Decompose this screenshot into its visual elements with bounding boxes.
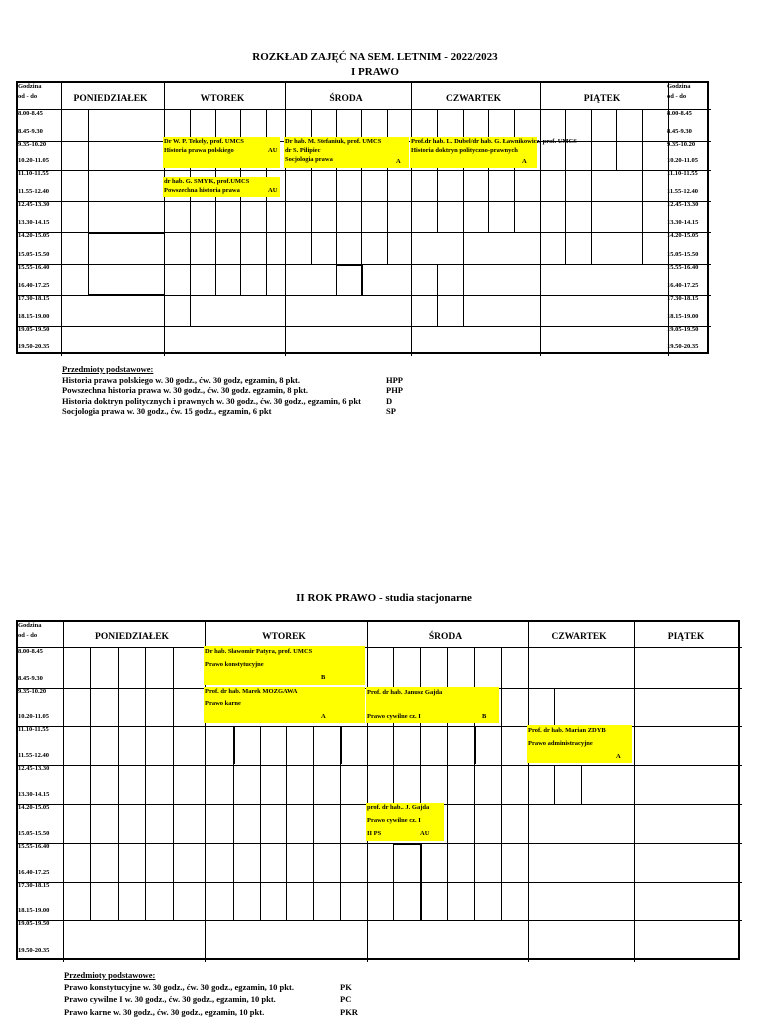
grid-line [18,920,742,921]
day-header-5: PIĄTEK [583,94,621,104]
grid-line [336,264,362,266]
event-subject: Prawo konstytucyjne [205,661,264,668]
s2-schedule-grid [16,620,740,960]
grid-line [642,109,643,264]
grid-line [18,326,711,327]
grid-line [581,765,582,804]
time-slot-end: 10.20-11.05 [18,157,50,164]
time-slot-end: 16.40-17.25 [18,869,50,876]
grid-line [18,843,742,844]
grid-line [164,83,165,356]
time-slot-end: 11.55-12.40 [18,188,50,195]
grid-line [90,647,91,920]
grid-line [591,109,592,264]
grid-line [528,622,529,962]
event-subject: Socjologia prawa [285,156,333,163]
day-header-5: PIĄTEK [667,632,705,642]
time-slot-start: 11.10-11.55 [18,170,49,177]
grid-line [286,726,287,920]
grid-line [387,109,388,264]
event-lecturer: Prof.dr hab. L. Dubel/dr hab. G. Ławnikowicz, prof. UMCS [411,138,577,145]
time-slot-start: 8.00-8.45 [18,648,43,655]
event-room: A [616,753,621,760]
event-lecturer: Dr W. P. Tekely, prof. UMCS [164,138,244,145]
grid-line [411,83,412,356]
grid-line [501,647,502,920]
time-slot-start: 15.55-16.40 [18,264,50,271]
grid-line [540,83,541,356]
time-slot-end: 19.50-20.35 [18,947,50,954]
grid-line [361,264,363,295]
time-slot-start: 17.30-18.15 [18,882,50,889]
s2-legend [64,970,358,1018]
grid-line [554,688,555,726]
day-header-4: CZWARTEK [551,632,607,642]
event-subject: Prawo cywilne cz. I [367,713,421,720]
grid-line [173,647,174,920]
time-header: Godzina [18,83,42,90]
day-header-2: WTOREK [200,94,245,104]
s2-legend-code: PC [340,994,352,1004]
time-slot-end: 18.15-19.00 [18,313,50,320]
grid-line [18,726,742,727]
grid-line [393,647,394,804]
time-slot-end: 13.30-14.15 [18,219,50,226]
s1-legend-code: D [386,395,393,406]
s1-legend-code: HPP [386,374,403,385]
time-slot-start: 14.20-15.05 [667,232,699,239]
s2-legend-item: Prawo cywilne I w. 30 godz., ćw. 30 godz., egzamin, 10 pkt. [64,994,276,1004]
day-header-3: ŚRODA [329,94,363,104]
time-slot-start: 15.55-16.40 [18,843,50,850]
time-slot-end: 18.15-19.00 [667,313,699,320]
grid-line [63,622,64,962]
time-slot-end: 15.05-15.50 [18,251,50,258]
grid-line [88,294,164,296]
time-slot-start: 12.45-13.30 [667,201,699,208]
grid-line [420,843,422,920]
s1-title-line2: I PRAWO [351,66,399,78]
grid-line [260,726,261,920]
grid-line [514,109,515,232]
s1-title-line1: ROZKŁAD ZAJĘĆ NA SEM. LETNIM - 2022/2023 [252,51,498,63]
time-slot-start: 12.45-13.30 [18,765,50,772]
grid-line [313,726,314,920]
s1-legend-title: Przedmioty podstawowe: [62,364,154,374]
grid-line [437,109,438,232]
grid-line [488,109,489,232]
event-room: B [321,674,326,681]
event-subject: Historia prawa polskiego [164,147,234,154]
grid-line [420,647,421,804]
grid-line [88,232,164,234]
grid-line [233,726,235,764]
s1-legend-code: SP [386,406,396,416]
grid-line [61,83,62,356]
grid-line [474,726,476,764]
time-slot-end: 8.45-9.30 [18,675,43,682]
time-slot-start: 14.20-15.05 [18,804,50,811]
event-room: AU [268,187,278,194]
time-slot-end: 8.45-9.30 [18,128,43,135]
time-slot-start: 9.35-10.20 [18,141,47,148]
event-room: A [396,158,401,165]
event-room: AU [268,147,278,154]
event-subject: Prawo administracyjne [528,740,593,747]
grid-line [437,264,438,326]
time-slot-end: 13.30-14.15 [667,219,699,226]
time-slot-end: 11.55-12.40 [667,188,699,195]
grid-line [18,201,711,202]
time-slot-start: 17.30-18.15 [667,295,699,302]
grid-line [18,882,742,883]
event-lecturer: Dr hab. M. Stefaniuk, prof. UMCS [285,138,382,145]
time-slot-start: 15.55-16.40 [667,264,699,271]
s2-legend-code: PK [340,981,352,992]
event-lecturer: Prof. dr hab. Marian ZDYB [528,727,606,734]
grid-line [18,109,711,110]
event-lecturer: prof. dr hab.. J. Gajda [367,804,430,811]
grid-line [393,843,420,845]
event-room: AU [420,830,430,837]
time-slot-start: 12.45-13.30 [18,201,50,208]
s1-legend-code: PHP [386,385,403,395]
grid-line [18,765,742,766]
grid-line [554,765,555,804]
time-slot-end: 15.05-15.50 [667,251,699,258]
grid-line [88,109,89,295]
s1-legend-item: Powszechna historia prawa w. 30 godz., ćw. 30 godz. egzamin, 8 pkt. [62,385,309,395]
event-room: B [482,713,487,720]
time-header: Godzina [667,83,691,90]
grid-line [18,170,711,171]
time-slot-start: 19.05-19.50 [667,326,699,333]
grid-line [565,109,566,264]
time-slot-end: 13.30-14.15 [18,791,50,798]
time-slot-end: 10.20-11.05 [18,713,50,720]
event-lecturer: Prof. dr hab. Janusz Gajda [367,689,443,696]
event-lecturer: Prof. dr hab. Marek MOZGAWA [205,688,298,695]
time-slot-end: 8.45-9.30 [667,128,692,135]
time-slot-start: 14.20-15.05 [18,232,50,239]
time-header: Godzina [18,622,42,629]
time-slot-start: 17.30-18.15 [18,295,50,302]
grid-line [18,264,711,265]
s2-legend-code: PKR [340,1006,358,1017]
day-header-1: PONIEDZIAŁEK [73,94,148,104]
event-subject: Historia doktryn polityczno-prawnych [411,147,518,154]
event-lecturer: dr hab. G. SMYK, prof.UMCS [164,178,250,185]
time-slot-end: 19.50-20.35 [18,343,50,350]
grid-line [340,726,342,764]
event-subject: Powszechna historia prawa [164,187,240,194]
time-header: od - do [18,93,38,100]
s2-legend-item: Prawo konstytucyjne w. 30 godz., ćw. 30 godz., egzamin, 10 pkt. [64,981,294,992]
time-slot-start: 9.35-10.20 [667,141,696,148]
time-slot-start: 19.05-19.50 [18,920,50,927]
event-lecturer: Dr hab. Sławomir Patyra, prof. UMCS [205,648,313,655]
s2-title: II ROK PRAWO - studia stacjonarne [296,592,472,604]
grid-line [145,647,146,920]
event-room: A [522,158,527,165]
time-slot-end: 16.40-17.25 [18,282,50,289]
s1-legend [62,364,403,417]
time-slot-start: 8.00-8.45 [667,110,692,117]
time-header: od - do [667,93,687,100]
day-header-1: PONIEDZIAŁEK [95,632,169,642]
grid-line [118,647,119,920]
time-slot-end: 15.05-15.50 [18,830,50,837]
event-group: II PS [367,830,382,837]
time-slot-start: 11.10-11.55 [18,726,49,733]
event-subject: Prawo cywilne cz. I [367,817,421,824]
time-slot-start: 9.35-10.20 [18,688,47,695]
event-subject: Prawo karne [205,700,241,707]
time-slot-start: 8.00-8.45 [18,110,43,117]
day-header-4: CZWARTEK [445,94,502,104]
s2-legend-item: Prawo karne w. 30 godz., ćw. 30 godz., egzamin, 10 pkt. [64,1006,265,1017]
s1-schedule-grid [16,81,709,354]
s2-legend-title: Przedmioty podstawowe: [64,970,156,980]
time-slot-end: 16.40-17.25 [667,282,699,289]
grid-line [393,843,394,920]
day-header-2: WTOREK [262,632,306,642]
grid-line [367,622,368,962]
time-slot-start: 19.05-19.50 [18,326,50,333]
s1-legend-item: Socjologia prawa w. 30 godz., ćw. 15 godz., egzamin, 6 pkt [62,406,272,416]
event-lecturer: dr S. Pilipiec [285,147,321,154]
time-slot-end: 18.15-19.00 [18,907,50,914]
time-slot-start: 11.10-11.55 [667,170,698,177]
time-slot-end: 19.50-20.35 [667,343,699,350]
s1-legend-item: Historia doktryn politycznych i prawnych w. 30 godz., ćw. 30 godz., egzamin, 6 pkt [62,395,361,406]
grid-line [616,109,617,170]
grid-line [285,83,286,356]
event-room: A [321,713,326,720]
s1-legend-item: Historia prawa polskiego w. 30 godz., ćw. 30 godz, egzamin, 8 pkt. [62,374,301,385]
grid-line [311,109,312,264]
day-header-3: ŚRODA [428,632,463,642]
grid-line [634,622,635,962]
time-slot-end: 10.20-11.05 [667,157,699,164]
time-header: od - do [18,632,38,639]
time-slot-end: 11.55-12.40 [18,752,50,759]
